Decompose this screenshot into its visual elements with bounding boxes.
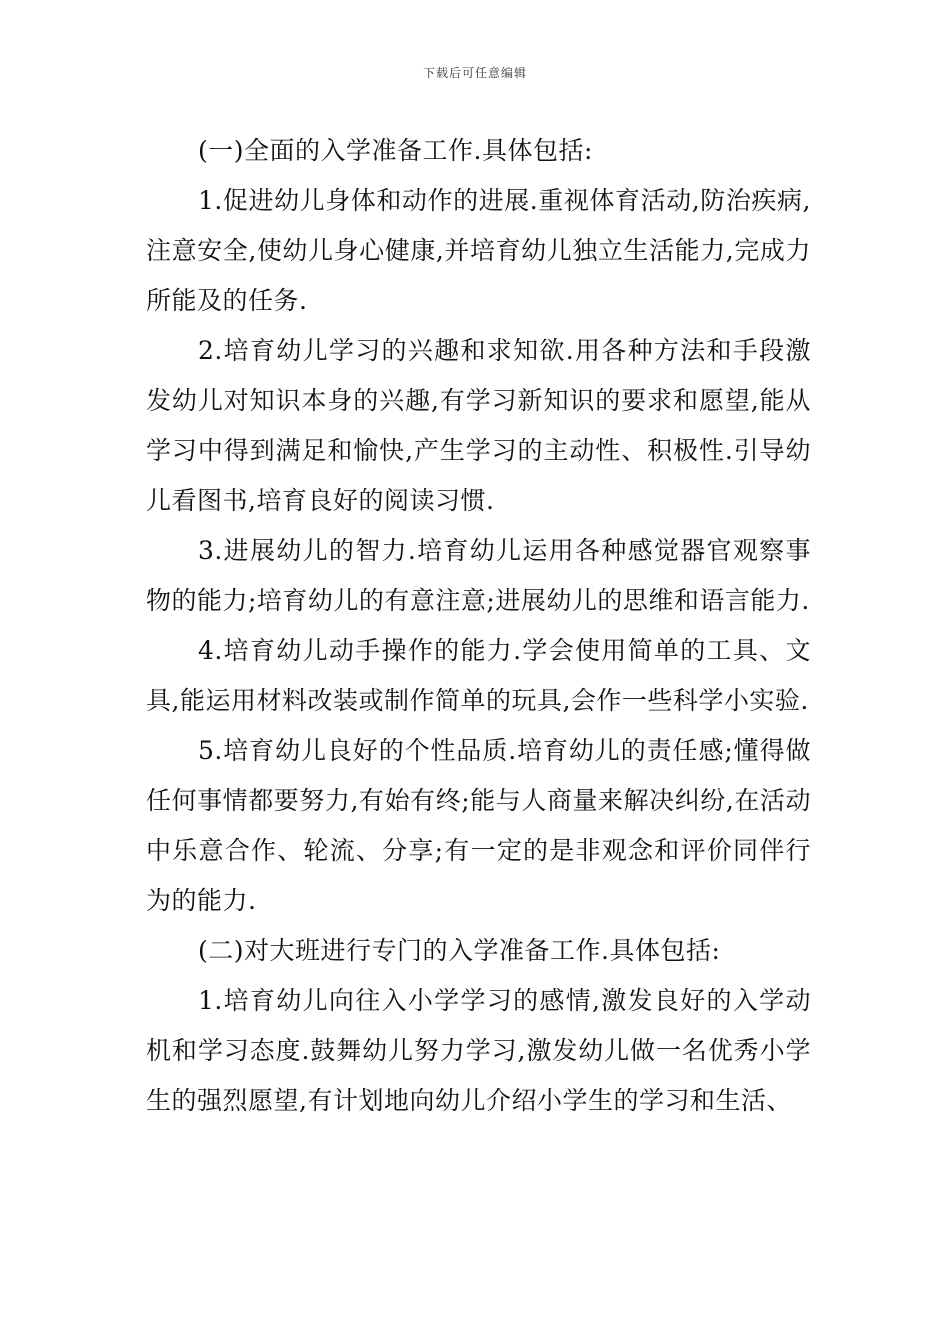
- paragraph-item-4: 4.培育幼儿动手操作的能力.学会使用简单的工具、文具,能运用材料改装或制作简单的玩具,会作一些科学小实验.: [146, 636, 811, 715]
- paragraph-item-5: 5.培育幼儿良好的个性品质.培育幼儿的责任感;懂得做任何事情都要努力,有始有终;能与人商量来解决纠纷,在活动中乐意合作、轮流、分享;有一定的是非观念和评价同伴行为的能力.: [146, 736, 811, 915]
- section-heading-2: (二)对大班进行专门的入学准备工作.具体包括:: [198, 936, 721, 965]
- paragraph-item-6: 1.培育幼儿向往入小学学习的感情,激发良好的入学动机和学习态度.鼓舞幼儿努力学习,激发幼儿做一名优秀小学生的强烈愿望,有计划地向幼儿介绍小学生的学习和生活、: [146, 986, 811, 1115]
- paragraph-item-3: 3.进展幼儿的智力.培育幼儿运用各种感觉器官观察事物的能力;培育幼儿的有意注意;进展幼儿的思维和语言能力.: [146, 536, 811, 615]
- paragraph-item-1: 1.促进幼儿身体和动作的进展.重视体育活动,防治疾病,注意安全,使幼儿身心健康,并培育幼儿独立生活能力,完成力所能及的任务.: [146, 186, 811, 315]
- paragraph-item-2: 2.培育幼儿学习的兴趣和求知欲.用各种方法和手段激发幼儿对知识本身的兴趣,有学习新知识的要求和愿望,能从学习中得到满足和愉快,产生学习的主动性、积极性.引导幼儿看图书,培育良好的阅读习惯.: [146, 336, 811, 515]
- document-body: [146, 126, 811, 1126]
- section-heading-1: (一)全面的入学准备工作.具体包括:: [198, 136, 593, 165]
- page-header: 下载后可任意编辑: [422, 66, 527, 80]
